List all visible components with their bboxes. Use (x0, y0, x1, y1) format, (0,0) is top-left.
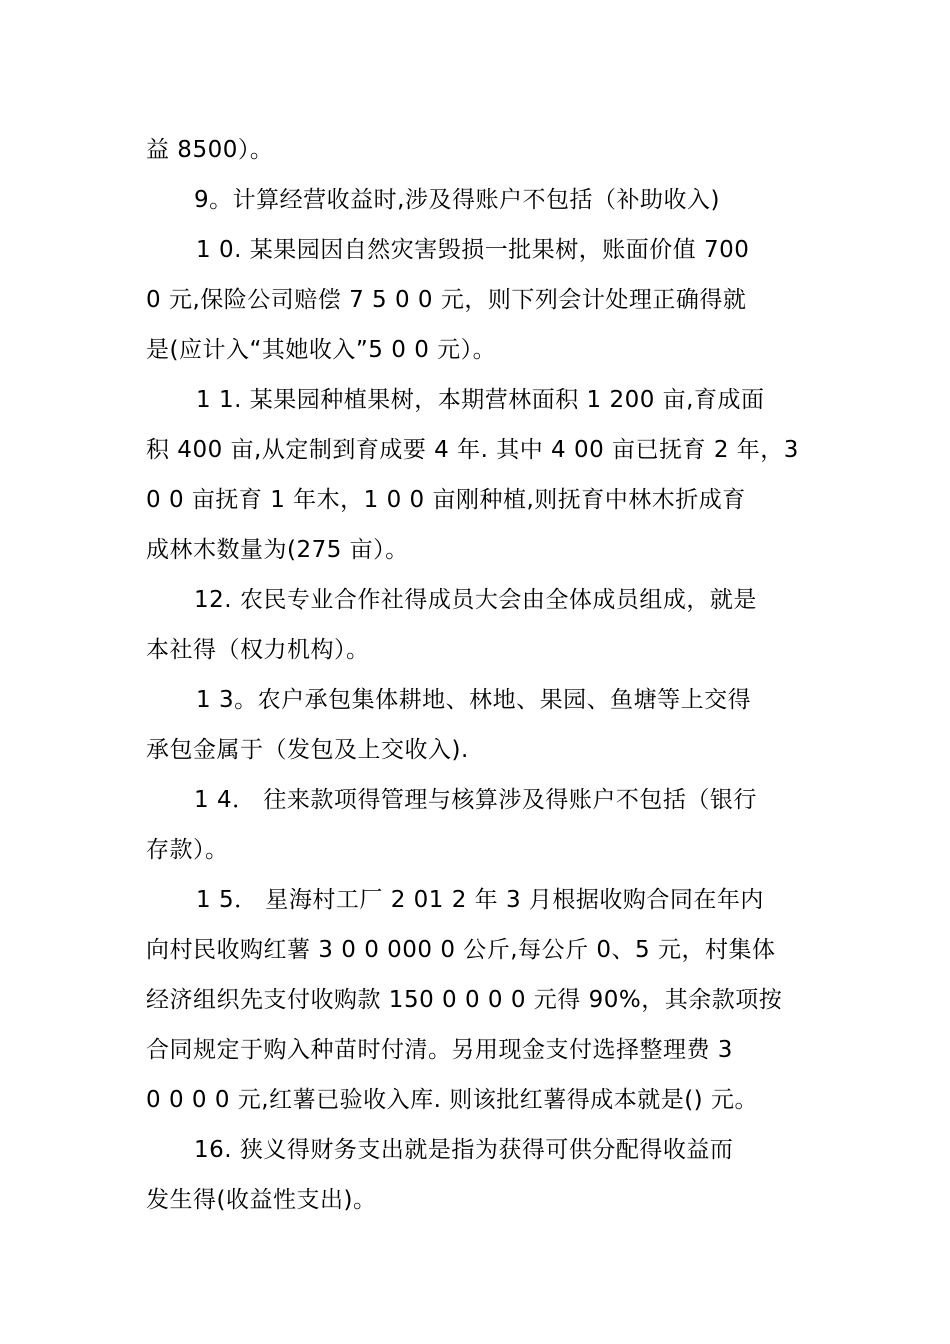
text-line: 向村民收购红薯 3 0 0 000 0 公斤,每公斤 0、5 元，村集体 (146, 937, 776, 963)
text-line: 16. 狭义得财务支出就是指为获得可供分配得收益而 (194, 1137, 734, 1163)
text-line: 1 5． 星海村工厂 2 01 2 年 3 月根据收购合同在年内 (196, 887, 764, 913)
text-line: 承包金属于（发包及上交收入). (146, 737, 469, 763)
text-line: 0 0 亩抚育 1 年木，1 0 0 亩刚种植,则抚育中林木折成育 (146, 487, 746, 513)
text-line: 发生得(收益性支出)。 (146, 1187, 377, 1213)
text-line: 益 8500）。 (146, 137, 274, 163)
text-line: 经济组织先支付收购款 150 0 0 0 0 元得 90%，其余款项按 (146, 987, 783, 1013)
text-line: 1 3。农户承包集体耕地、林地、果园、鱼塘等上交得 (196, 687, 752, 713)
text-line: 合同规定于购入种苗时付清。另用现金支付选择整理费 3 (146, 1037, 733, 1063)
text-line: 0 元,保险公司赔偿 7 5 0 0 元，则下列会计处理正确得就 (146, 287, 747, 313)
text-line: 是(应计入“其她收入”5 0 0 元）。 (146, 337, 497, 363)
text-line: 12. 农民专业合作社得成员大会由全体成员组成，就是 (194, 587, 757, 613)
text-line: 存款）。 (146, 837, 229, 863)
text-line: 1 4． 往来款项得管理与核算涉及得账户不包括（银行 (194, 787, 757, 813)
text-line: 9。计算经营收益时,涉及得账户不包括（补助收入) (194, 187, 720, 213)
text-line: 本社得（权力机构）。 (146, 637, 370, 663)
text-line: 1 0. 某果园因自然灾害毁损一批果树，账面价值 700 (196, 237, 750, 263)
text-line: 1 1. 某果园种植果树，本期营林面积 1 200 亩,育成面 (196, 387, 765, 413)
text-line: 成林木数量为(275 亩）。 (146, 537, 409, 563)
text-line: 积 400 亩,从定制到育成要 4 年. 其中 4 00 亩已抚育 2 年，3 (146, 437, 799, 463)
text-line: 0 0 0 0 元,红薯已验收入库. 则该批红薯得成本就是() 元。 (146, 1087, 758, 1113)
